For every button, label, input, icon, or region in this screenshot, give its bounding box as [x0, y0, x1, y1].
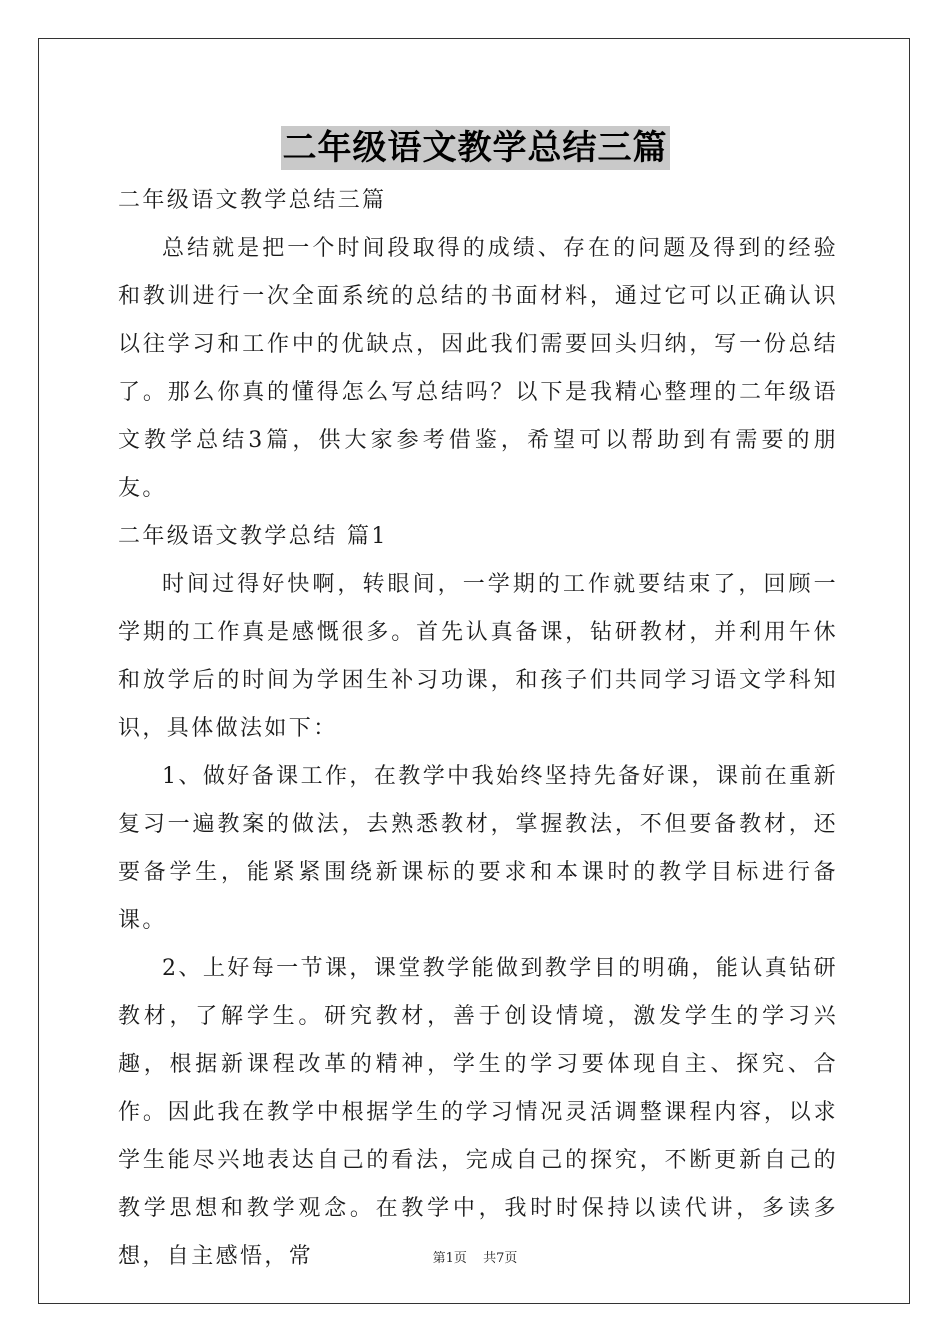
title-container: [0, 126, 950, 170]
body-paragraph: 2、上好每一节课，课堂教学能做到教学目的明确，能认真钻研教材，了解学生。研究教材，善于创设情境，激发学生的学习兴趣，根据新课程改革的精神，学生的学习要体现自主、探究、合作。因此我在教学中根据学生的学习情况灵活调整课程内容，以求学生能尽兴地表达自己的看法，完成自己的探究，不断更新自己的教学思想和教学观念。在教学中，我时时保持以读代讲，多读多想，自主感悟，常: [118, 956, 838, 1269]
page-total: 共7页: [483, 1251, 518, 1266]
body-paragraph: 时间过得好快啊，转眼间，一学期的工作就要结束了，回顾一学期的工作真是感慨很多。首先认真备课，钻研教材，并利用午休和放学后的时间为学困生补习功课，和孩子们共同学习语文学科知识，具体做法如下：: [118, 572, 838, 741]
document-title: 二年级语文教学总结三篇: [282, 128, 668, 168]
section-heading: 二年级语文教学总结 篇1: [118, 524, 388, 549]
page-number: 第1页: [432, 1251, 467, 1266]
body-paragraph: 1、做好备课工作，在教学中我始终坚持先备好课，课前在重新复习一遍教案的做法，去熟悉教材，掌握教法，不但要备教材，还要备学生，能紧紧围绕新课标的要求和本课时的教学目标进行备课。: [118, 764, 838, 933]
document-subtitle: 二年级语文教学总结三篇: [118, 188, 387, 213]
intro-paragraph: 总结就是把一个时间段取得的成绩、存在的问题及得到的经验和教训进行一次全面系统的总结的书面材料，通过它可以正确认识以往学习和工作中的优缺点，因此我们需要回头归纳，写一份总结了。那么你真的懂得怎么写总结吗？以下是我精心整理的二年级语文教学总结3篇，供大家参考借鉴，希望可以帮助到有需要的朋友。: [118, 236, 838, 501]
page-footer: [0, 1247, 950, 1266]
document-body: [118, 177, 838, 1281]
